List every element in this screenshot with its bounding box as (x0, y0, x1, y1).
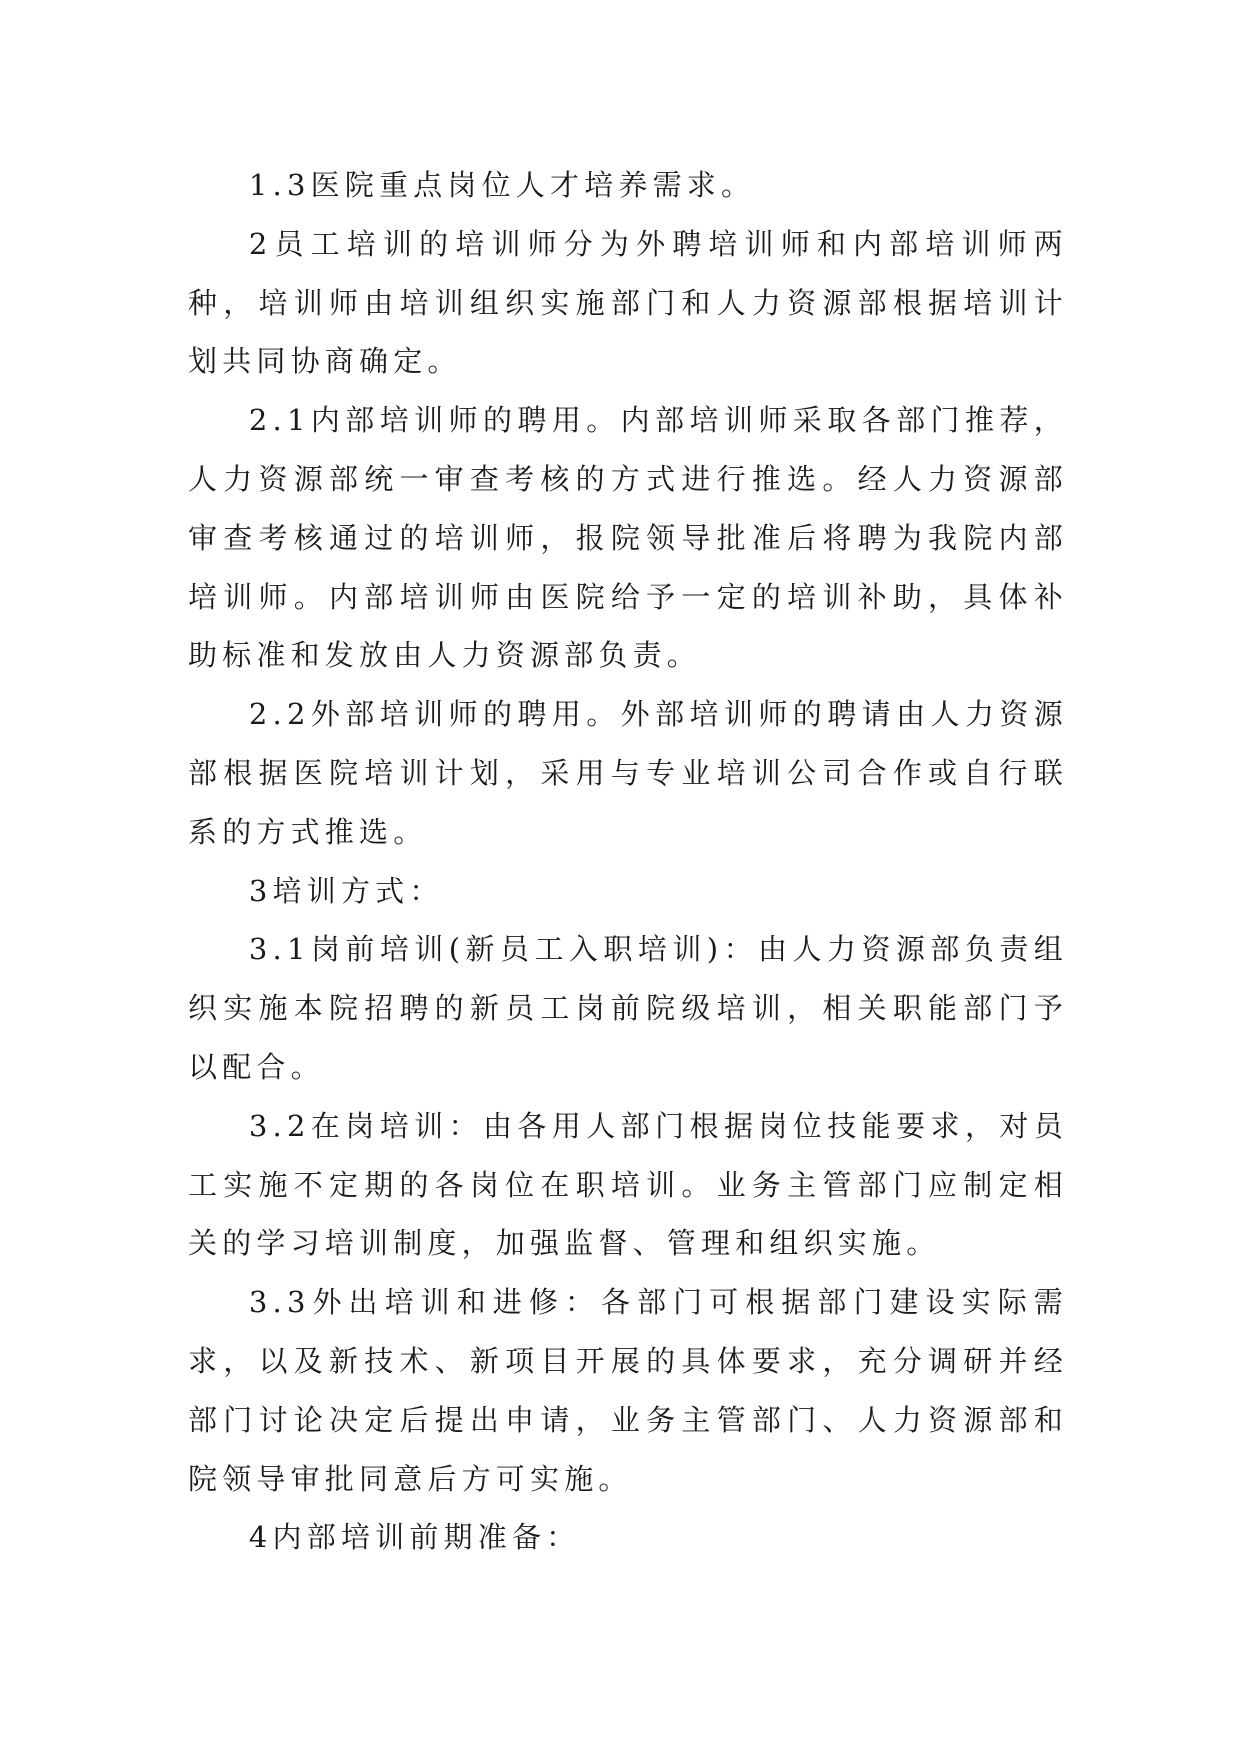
paragraph-3-training-methods: 3培训方式： (248, 873, 444, 908)
paragraph-1-3-key-positions: 1.3医院重点岗位人才培养需求。 (248, 168, 756, 202)
paragraph-3-2-on-job-training: 3.2在岗培训：由各用人部门根据岗位技能要求，对员工实施不定期的各岗位在职培训。业务主管部门应制定相关的学习培训制度，加强监督、管理和组织实施。 (188, 1108, 1068, 1261)
paragraph-3-1-pre-job-training: 3.1岗前培训(新员工入职培训)：由人力资源部负责组织实施本院招聘的新员工岗前院级培训，相关职能部门予以配合。 (188, 932, 1068, 1084)
paragraph-2-2-external-trainers: 2.2外部培训师的聘用。外部培训师的聘请由人力资源部根据医院培训计划，采用与专业培训公司合作或自行联系的方式推选。 (188, 697, 1068, 849)
document-body (188, 156, 1068, 1567)
paragraph-3-3-external-training: 3.3外出培训和进修：各部门可根据部门建设实际需求，以及新技术、新项目开展的具体要求，充分调研并经部门讨论决定后提出申请，业务主管部门、人力资源部和院领导审批同意后方可实施。 (188, 1285, 1068, 1496)
paragraph-4-preparation: 4内部培训前期准备： (248, 1520, 581, 1555)
paragraph-2-trainers: 2员工培训的培训师分为外聘培训师和内部培训师两种，培训师由培训组织实施部门和人力资源部根据培训计划共同协商确定。 (188, 226, 1068, 379)
paragraph-2-1-internal-trainers: 2.1内部培训师的聘用。内部培训师采取各部门推荐，人力资源部统一审查考核的方式进行推选。经人力资源部审查考核通过的培训师，报院领导批准后将聘为我院内部培训师。内部培训师由医院给予一定的培训补助，具体补助标准和发放由人力资源部负责。 (188, 403, 1068, 673)
